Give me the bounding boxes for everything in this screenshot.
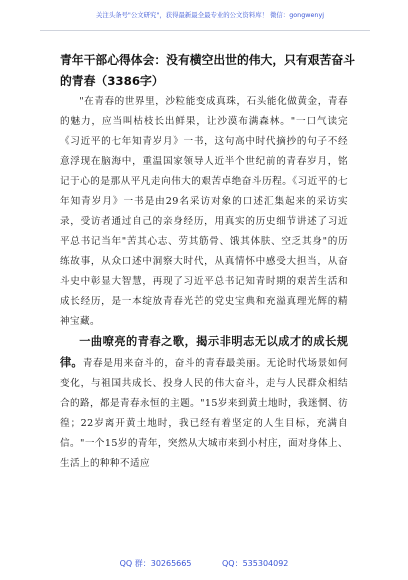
paragraph-2 — [60, 332, 348, 474]
footer-contacts — [0, 556, 408, 572]
paragraph-2-text: 青春是用来奋斗的，奋斗的青春最美丽。无论时代场景如何变化，与祖国共成长、投身人民的伟大奋斗，走与人民群众相结合的路，都是青春永恒的主题。"15岁来到黄土地时，我迷惘、彷徨；22岁离开黄土地时，我已经有着坚定的人生目标，充满自信。"一个15岁的青年，突然从大城市来到小村庄，面对身体上、生活上的种种不适应 — [60, 358, 348, 469]
document-body — [60, 92, 348, 474]
paragraph-2-lead: 一曲嘹亮的青春之歌，揭示非明志无以成才的成长规律。 — [60, 335, 348, 369]
document-title: 青年干部心得体会：没有横空出世的伟大，只有艰苦奋斗的青春（3386字） — [60, 53, 355, 88]
footer-qq: QQ：535304092 — [222, 559, 289, 568]
paragraph-1: "在青春的世界里，沙粒能变成真珠，石头能化做黄金，青春的魅力，应当叫枯枝长出鲜果，让沙漠布满森林。"一口气读完《习近平的七年知青岁月》一书，这句高中时代摘抄的句子不经意浮现在脑海中，重温国家领导人近半个世纪前的青春岁月，铭记于心的是那从平凡走向伟大的艰苦卓绝奋斗历程。《习近平的七年知青岁月》一书是由29名采访对象的口述汇集起来的采访实录，受访者通过自己的亲身经历，用真实的历史细节讲述了习近平总书记当年"苦其心志、劳其筋骨、饿其体肤、空乏其身"的历练故事，从众口述中洞察大时代，从真情怀中感受大担当，从奋斗史中彰显大智慧，再现了习近平总书记知青时期的艰苦生活和成长经历，是一本绽放青春光芒的党史宝典和充溢真理光辉的精神宝藏。 — [60, 96, 348, 327]
header-divider — [40, 30, 370, 31]
footer-qq-group: QQ 群：30265665 — [119, 559, 192, 568]
header-banner: 关注头条号"公文研究"，获得最新最全最专业的公文资料库！ 微信：gongwenyj — [95, 11, 325, 19]
